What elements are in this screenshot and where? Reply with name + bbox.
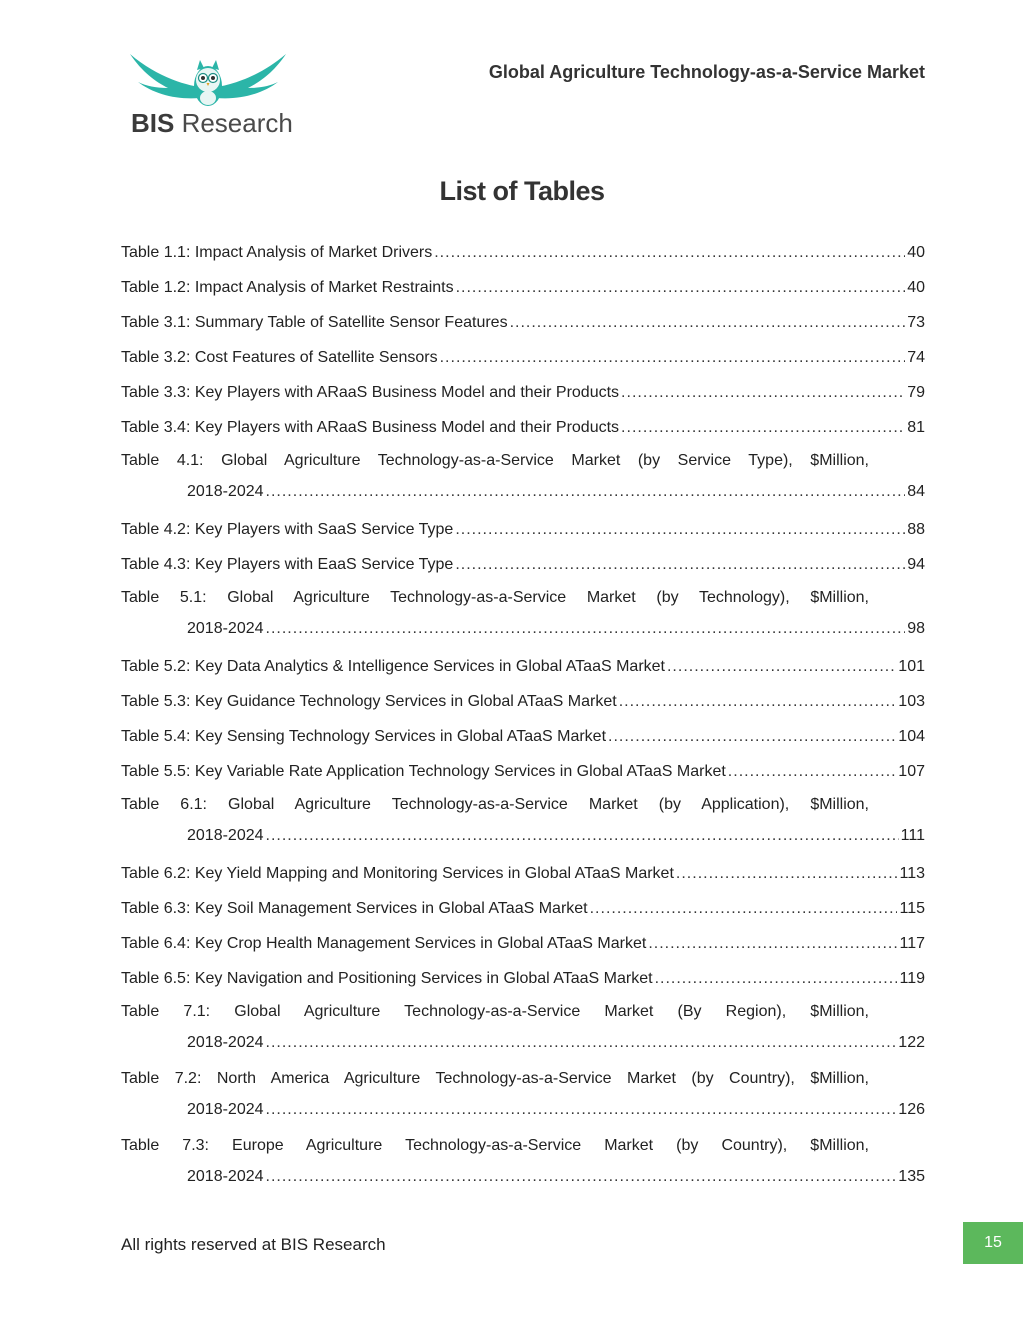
toc-entry-page: 101	[898, 658, 925, 675]
toc-entry-page: 74	[907, 349, 925, 366]
dot-leader	[266, 821, 899, 851]
toc-entry-continuation: 2018-2024	[187, 1101, 264, 1118]
toc-entry-page: 81	[907, 419, 925, 436]
dot-leader	[266, 1162, 897, 1192]
brand-light: Research	[174, 108, 293, 138]
toc-entry[interactable]	[121, 410, 925, 445]
toc-entry[interactable]	[121, 582, 925, 649]
toc-entry-title: Table 7.2: North America Agriculture Technology-as-a-Service Market (by Country), $Million,	[121, 1070, 869, 1087]
toc-entry-page: 126	[898, 1101, 925, 1118]
document-header-title: Global Agriculture Technology-as-a-Service Market	[488, 62, 925, 82]
toc-entry-page: 115	[899, 900, 925, 917]
toc-entry[interactable]	[121, 649, 925, 684]
toc-entry-title: Table 6.5: Key Navigation and Positioning Services in Global ATaaS Market	[121, 970, 653, 987]
toc-entry-title: Table 6.1: Global Agriculture Technology-as-a-Service Market (by Application), $Million,	[121, 796, 869, 813]
toc-entry[interactable]	[121, 1063, 925, 1130]
toc-entry-continuation: 2018-2024	[187, 620, 264, 637]
toc-entry-title: Table 5.2: Key Data Analytics & Intelligence Services in Global ATaaS Market	[121, 658, 665, 675]
toc-entry-title: Table 4.3: Key Players with EaaS Service Type	[121, 556, 454, 573]
dot-leader	[590, 891, 898, 926]
toc-entry-page: 113	[899, 865, 925, 882]
dot-leader	[266, 614, 906, 644]
toc-entry-page: 122	[898, 1034, 925, 1051]
list-of-tables	[121, 235, 925, 1197]
toc-entry-page: 107	[898, 763, 925, 780]
toc-entry-continuation: 2018-2024	[187, 483, 264, 500]
toc-entry-page: 135	[898, 1168, 925, 1185]
toc-entry[interactable]	[121, 512, 925, 547]
toc-entry[interactable]	[121, 547, 925, 582]
toc-entry-title: Table 1.2: Impact Analysis of Market Restraints	[121, 279, 454, 296]
toc-entry[interactable]	[121, 270, 925, 305]
toc-entry-page: 119	[899, 970, 925, 987]
toc-entry[interactable]	[121, 235, 925, 270]
toc-entry-title: Table 4.1: Global Agriculture Technology-as-a-Service Market (by Service Type), $Million,	[121, 452, 869, 469]
toc-entry-page: 88	[907, 521, 925, 538]
toc-entry[interactable]	[121, 961, 925, 996]
toc-entry[interactable]	[121, 375, 925, 410]
toc-entry[interactable]	[121, 305, 925, 340]
toc-entry[interactable]	[121, 926, 925, 961]
dot-leader	[621, 375, 905, 410]
toc-entry[interactable]	[121, 856, 925, 891]
toc-entry-title: Table 3.4: Key Players with ARaaS Business Model and their Products	[121, 419, 620, 436]
dot-leader	[266, 1028, 897, 1058]
dot-leader	[728, 754, 897, 789]
toc-entry-title: Table 4.2: Key Players with SaaS Service Type	[121, 521, 454, 538]
toc-entry-continuation: 2018-2024	[187, 1168, 264, 1185]
toc-entry-title: Table 5.3: Key Guidance Technology Services in Global ATaaS Market	[121, 693, 617, 710]
dot-leader	[266, 477, 906, 507]
toc-entry[interactable]	[121, 996, 925, 1063]
toc-entry[interactable]	[121, 891, 925, 926]
dot-leader	[266, 1095, 897, 1125]
toc-entry-title: Table 3.1: Summary Table of Satellite Sensor Features	[121, 314, 508, 331]
toc-entry-title: Table 6.4: Key Crop Health Management Services in Global ATaaS Market	[121, 935, 647, 952]
toc-entry-title: Table 1.1: Impact Analysis of Market Drivers	[121, 244, 433, 261]
toc-entry-page: 40	[907, 279, 925, 296]
toc-entry-page: 84	[907, 483, 925, 500]
dot-leader	[676, 856, 898, 891]
brand-bold: BIS	[131, 108, 175, 138]
page-heading: List of Tables	[439, 176, 605, 206]
toc-entry-page: 40	[907, 244, 925, 261]
toc-entry-page: 104	[898, 728, 925, 745]
toc-entry-title: Table 5.5: Key Variable Rate Application Technology Services in Global ATaaS Market	[121, 763, 726, 780]
dot-leader	[648, 926, 897, 961]
owl-icon	[128, 48, 288, 110]
toc-entry[interactable]	[121, 754, 925, 789]
toc-entry-continuation: 2018-2024	[187, 827, 264, 844]
dot-leader	[619, 684, 897, 719]
dot-leader	[510, 305, 906, 340]
toc-entry[interactable]	[121, 1130, 925, 1197]
toc-entry-title: Table 5.1: Global Agriculture Technology-as-a-Service Market (by Technology), $Million,	[121, 589, 869, 606]
toc-entry-title: Table 3.3: Key Players with ARaaS Business Model and their Products	[121, 384, 620, 401]
toc-entry-title: Table 7.3: Europe Agriculture Technology-as-a-Service Market (by Country), $Million,	[121, 1137, 869, 1154]
toc-entry-title: Table 6.3: Key Soil Management Services in Global ATaaS Market	[121, 900, 588, 917]
brand-name	[131, 108, 293, 139]
page-number-badge: 15	[963, 1222, 1023, 1264]
dot-leader	[455, 512, 905, 547]
toc-entry-page: 94	[907, 556, 925, 573]
toc-entry-page: 79	[907, 384, 925, 401]
dot-leader	[621, 410, 905, 445]
dot-leader	[434, 235, 905, 270]
dot-leader	[440, 340, 906, 375]
toc-entry[interactable]	[121, 684, 925, 719]
toc-entry-title: Table 5.4: Key Sensing Technology Services in Global ATaaS Market	[121, 728, 607, 745]
dot-leader	[455, 547, 905, 582]
toc-entry[interactable]	[121, 340, 925, 375]
toc-entry-title: Table 6.2: Key Yield Mapping and Monitoring Services in Global ATaaS Market	[121, 865, 674, 882]
toc-entry-page: 117	[899, 935, 925, 952]
toc-entry-page: 103	[898, 693, 925, 710]
toc-entry[interactable]	[121, 445, 925, 512]
toc-entry-title: Table 3.2: Cost Features of Satellite Sensors	[121, 349, 438, 366]
dot-leader	[608, 719, 896, 754]
toc-entry-page: 111	[900, 827, 925, 844]
dot-leader	[667, 649, 896, 684]
toc-entry-page: 98	[907, 620, 925, 637]
dot-leader	[655, 961, 898, 996]
toc-entry[interactable]	[121, 719, 925, 754]
toc-entry[interactable]	[121, 789, 925, 856]
toc-entry-continuation: 2018-2024	[187, 1034, 264, 1051]
toc-entry-title: Table 7.1: Global Agriculture Technology-as-a-Service Market (By Region), $Million,	[121, 1003, 869, 1020]
dot-leader	[456, 270, 906, 305]
toc-entry-page: 73	[907, 314, 925, 331]
footer-copyright: All rights reserved at BIS Research	[121, 1235, 386, 1254]
